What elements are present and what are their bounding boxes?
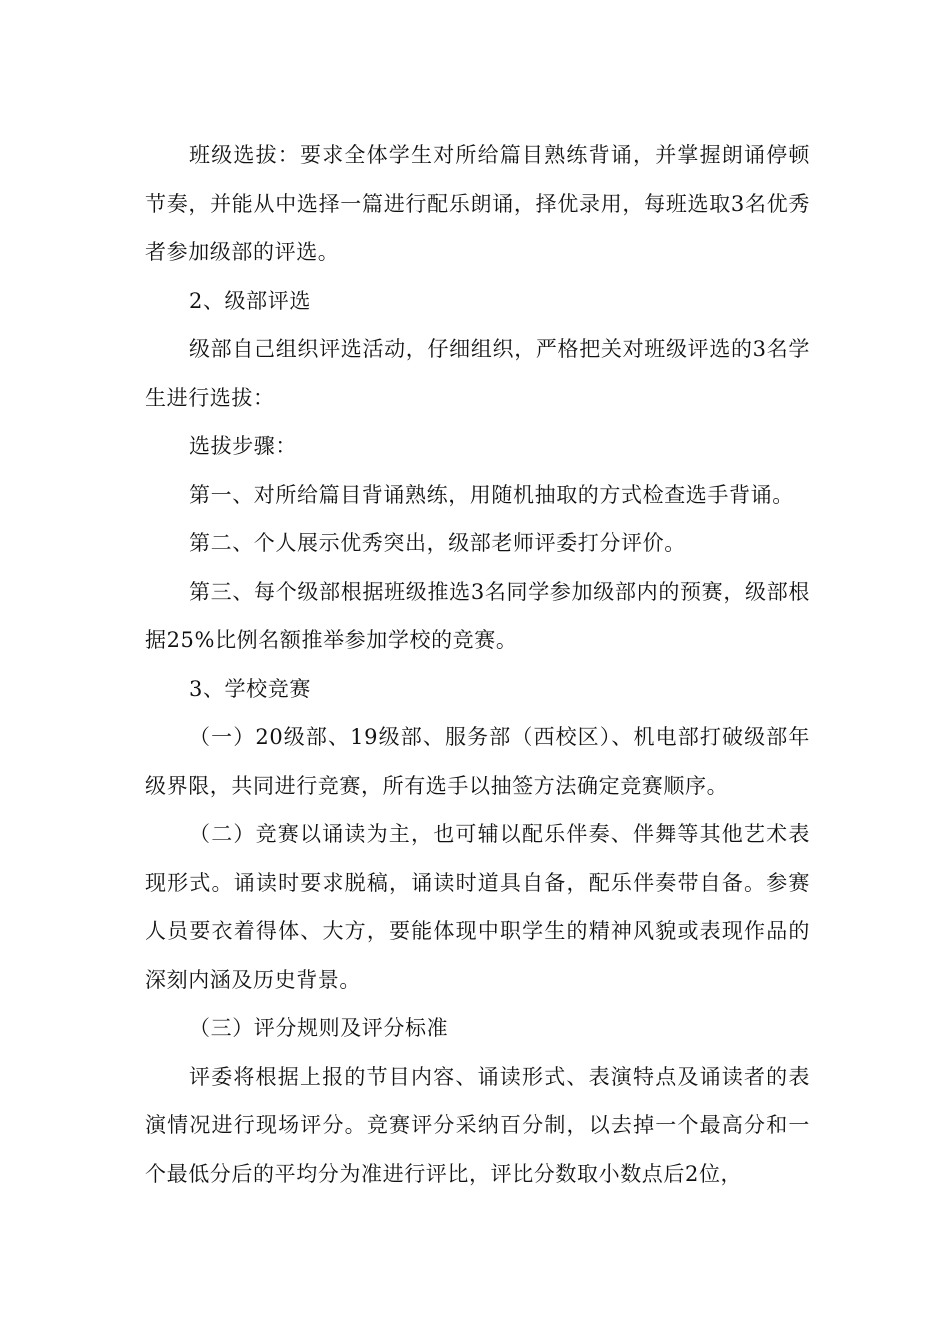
section-heading-grade-selection: 2、级部评选: [189, 288, 311, 313]
paragraph-selection-steps: 选拔步骤：: [189, 434, 297, 458]
paragraph-step-two: 第二、个人展示优秀突出，级部老师评委打分评价。: [189, 531, 686, 555]
paragraph-step-one: 第一、对所给篇目背诵熟练，用随机抽取的方式检查选手背诵。: [189, 482, 794, 507]
paragraph-grade-organize: 级部自己组织评选活动，仔细组织，严格把关对班级评选的3名学生进行选拔：: [145, 337, 810, 410]
paragraph-item-two: （二）竞赛以诵读为主，也可辅以配乐伴奏、伴舞等其他艺术表现形式。诵读时要求脱稿，诵读时道具自备，配乐伴奏带自备。参赛人员要衣着得体、大方，要能体现中职学生的精神风貌或表现作品的深刻内涵及历史背景。: [145, 822, 810, 992]
paragraph-item-one: （一）20级部、19级部、服务部（西校区）、机电部打破级部年级界限，共同进行竞赛，所有选手以抽签方法确定竞赛顺序。: [145, 725, 810, 798]
paragraph-scoring: 评委将根据上报的节目内容、诵读形式、表演特点及诵读者的表演情况进行现场评分。竞赛评分采纳百分制，以去掉一个最高分和一个最低分后的平均分为准进行评比，评比分数取小数点后2位，: [145, 1064, 810, 1186]
paragraph-step-three: 第三、每个级部根据班级推选3名同学参加级部内的预赛，级部根据25%比例名额推举参加学校的竞赛。: [145, 579, 810, 652]
section-heading-school-competition: 3、学校竞赛: [189, 676, 311, 701]
paragraph-class-selection: 班级选拔：要求全体学生对所给篇目熟练背诵，并掌握朗诵停顿节奏，并能从中选择一篇进行配乐朗诵，择优录用，每班选取3名优秀者参加级部的评选。: [145, 143, 810, 264]
paragraph-item-three: （三）评分规则及评分标准: [189, 1016, 449, 1040]
document-body: [145, 131, 810, 1198]
